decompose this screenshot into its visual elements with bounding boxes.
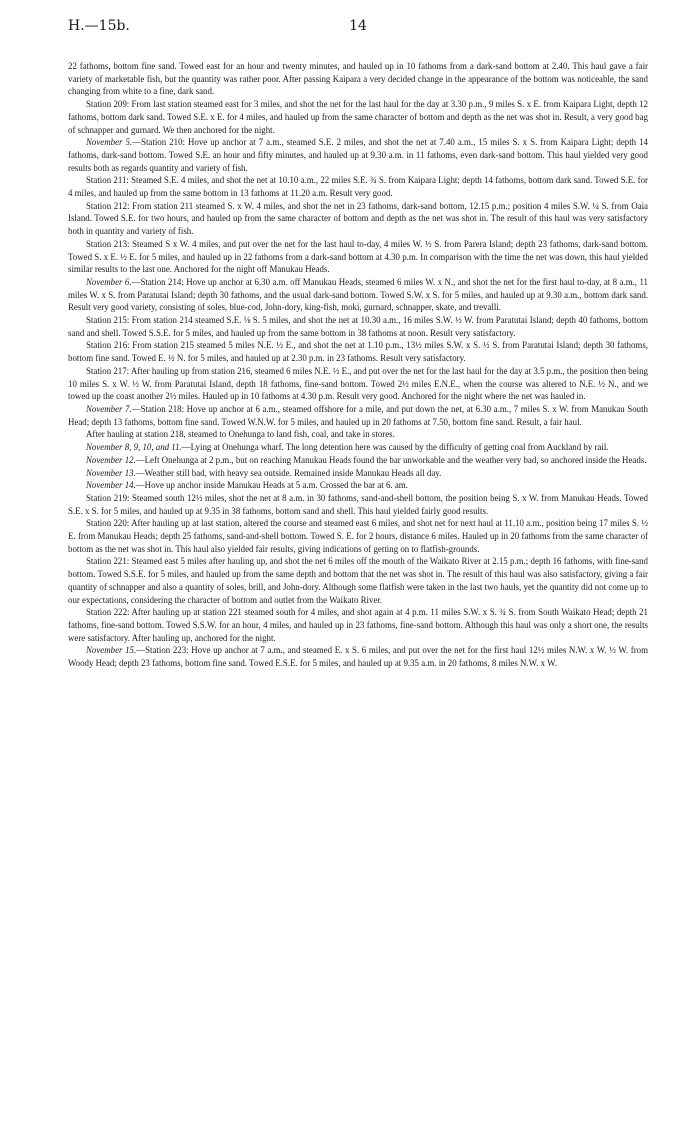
paragraph: Station 216: From station 215 steamed 5 miles N.E. ½ E., and shot the net at 1.10 p.m., 13½ miles S.W. x S. ½ S. from Paratutai Island; depth 30 fathoms, bottom fine sand. Towed E. ½ N. for 5 miles, and hauled up at 2.30 p.m. in 23 fathoms. Result very satisfactory. — [68, 340, 648, 364]
report-code: H.—15b. — [68, 18, 130, 34]
paragraph: Station 222: After hauling up at station 221 steamed south for 4 miles, and shot again at 4 p.m. 11 miles S.W. x S. ¾ S. from South Waikato Head; depth 21 fathoms, fine-sand bottom. Towed S.S.W. for an hour, 4 miles, and hauled up in 23 fathoms, fine-sand bottom. Although this haul was only a short one, the results were satisfactory. After hauling up, anchored for the night. — [68, 607, 648, 643]
paragraph: Station 215: From station 214 steamed S.E. ⅛ S. 5 miles, and shot the net at 10.30 a.m., 16 miles S.W. ½ W. from Paratutai Island; depth 40 fathoms, bottom sand and shell. Towed S.S.E. for 5 miles, and hauled up from the same bottom in 38 fathoms at noon. Result very satisfactory. — [68, 315, 648, 338]
body-text — [68, 60, 648, 670]
paragraph: November 15.—Station 223: Hove up anchor at 7 a.m., and steamed E. x S. 6 miles, and put over the net for the first haul 12½ miles N.W. x W. ½ W. from Woody Head; depth 23 fathoms, bottom fine sand. Towed E.S.E. for 5 miles, and hauled up at 9.35 a.m. in 20 fathoms, 8 miles N.W. x W. — [68, 645, 648, 669]
paragraph: Station 219: Steamed south 12½ miles, shot the net at 8 a.m. in 30 fathoms, sand-and-shell bottom, the position being S. x W. from Manukau Heads. Towed S.E. x S. for 5 miles, and hauled up at 9.35 in 38 fathoms, bottom sand and shell. This haul yielded fairly good results. — [68, 492, 648, 516]
date-label: November 6. — [86, 276, 132, 287]
date-label: November 5. — [86, 137, 133, 148]
date-label: November 14. — [86, 480, 136, 491]
paragraph: Station 221: Steamed east 5 miles after hauling up, and shot the net 6 miles off the mouth of the Waikato River at 2.15 p.m.; depth 16 fathoms, with fine-sand bottom. Towed S.S.E. for 5 miles, and hauled up from the same depth and bottom that the net was shot in. The result of this haul was also satisfactory, giving a fair quantity of schnapper and also a quantity of soles, brill, and John-dory. Although some flatfish were taken in the last two hauls, yet the quantity did not come up to our expectations, considering the character of bottom and outlet from the Waikato River. — [68, 556, 648, 605]
paragraph: November 14.—Hove up anchor inside Manukau Heads at 5 a.m. Crossed the bar at 6. am. — [86, 480, 408, 491]
paragraph: November 13.—Weather still bad, with heavy sea outside. Remained inside Manukau Heads all day. — [86, 467, 442, 478]
paragraph: After hauling at station 218, steamed to Onehunga to land fish, coal, and take in stores. — [86, 429, 395, 440]
date-label: November 8, 9, 10, and 11. — [86, 442, 182, 453]
paragraph: Station 211: Steamed S.E. 4 miles, and shot the net at 10.10 a.m., 22 miles S.E. ¾ S. from Kaipara Light; depth 14 fathoms, bottom dark sand. Towed S.E. for 4 miles, and hauled up from the same bottom in 13 fathoms at 11.20 a.m. Result very good. — [68, 175, 648, 199]
date-label: November 13. — [86, 467, 136, 478]
paragraph: November 7.—Station 218: Hove up anchor at 6 a.m., steamed offshore for a mile, and put down the net, at 6.30 a.m., 7 miles S. x W. from Manukau South Head; depth 13 fathoms, bottom fine sand. Towed W.N.W. for 5 miles, and hauled up in 20 fathoms at 7.50, bottom fine sand. Result, a fair haul. — [68, 403, 648, 427]
paragraph: November 5.—Station 210: Hove up anchor at 7 a.m., steamed S.E. 2 miles, and shot the net at 7.40 a.m., 15 miles S. x S. from Kaipara Light; depth 14 fathoms, dark-sand bottom. Towed S.E. an hour and fifty minutes, and hauled up at 9.30 a.m. in 11 fathoms, even dark-sand bottom. This haul yielded very good results both as regards quantity and variety of fish. — [68, 137, 648, 173]
paragraph: November 6.—Station 214: Hove up anchor at 6.30 a.m. off Manukau Heads, steamed 6 miles W. x N., and shot the net for the first haul to-day, at 8 a.m., 11 miles W. x S. from Paratutai Island; depth 30 fathoms, and the usual dark-sand bottom. Towed S.W. x S. for 5 miles, and hauled up at 9.30 a.m., bottom dark sand. Result very good variety, consisting of soles, blue-cod, John-dory, king-fish, moki, gurnard, schnapper, skate, and trevalli. — [68, 276, 648, 313]
date-label: November 15. — [86, 645, 137, 656]
paragraph: Station 220: After hauling up at last station, altered the course and steamed east 6 miles, and shot net for next haul at 11.10 a.m., position being 17 miles S. ½ E. from Manukau Heads; depth 25 fathoms, sand-and-shell bottom. Towed S. E. for 2 hours, distance 6 miles. Hauled up in 20 fathoms from the same character of bottom as the net was shot in. This haul also yielded fair results, giving indications of getting on to flatfish-grounds. — [68, 518, 648, 554]
page-header — [68, 18, 648, 40]
date-label: November 12. — [86, 454, 136, 465]
date-label: November 7. — [86, 403, 132, 414]
paragraph: Station 217: After hauling up from station 216, steamed 6 miles N.E. ½ E., and put over the net for the last haul for the day at 3.5 p.m., the position then being 10 miles S. x W. ½ W. from Paratutai Island, depth 18 fathoms, fine-sand bottom. Towed 2½ miles E.N.E., when the course was altered to N.E. ½ N., and we towed up the coast another 2½ miles. Hauled up in 10 fathoms at 4.30 p.m. Result very good. Anchored for the night where the net was hauled in. — [68, 365, 648, 402]
paragraph: 22 fathoms, bottom fine sand. Towed east for an hour and twenty minutes, and hauled up in 10 fathoms from a dark-sand bottom at 2.40. This haul gave a fair variety of marketable fish, but the quantity was rather poor. After passing Kaipara a very decided change in the appearance of the bottom was noticeable, the sand changing from white to a fine, dark sand. — [68, 61, 648, 97]
paragraph: November 8, 9, 10, and 11.—Lying at Onehunga wharf. The long detention here was caused by the difficulty of getting coal from Auckland by rail. — [86, 442, 609, 453]
paragraph: Station 213: Steamed S x W. 4 miles, and put over the net for the last haul to-day, 4 miles W. ½ S. from Parera Island; depth 23 fathoms, dark-sand bottom. Towed S. x E. ½ E. for 5 miles, and hauled up in 22 fathoms from a dark-sand bottom at 4.30 p.m. In comparison with the time the net was down, this haul yielded similar results to the last one. Anchored for the night off Manukau Heads. — [68, 238, 648, 275]
paragraph: Station 212: From station 211 steamed S. x W. 4 miles, and shot the net in 23 fathoms, dark-sand bottom, 12.15 p.m.; position 4 miles S.W. ¼ S. from Oaia Island. Towed S.E. for two hours, and hauled up from the same character of bottom and depth as the net was shot in. The result of this haul was very satisfactory both in quantity and variety of fish. — [68, 200, 648, 237]
paragraph: Station 209: From last station steamed east for 3 miles, and shot the net for the last haul for the day at 3.30 p.m., 9 miles S. x E. from Kaipara Light, depth 12 fathoms, bottom dark sand. Towed S.E. x E. for 4 miles, and hauled up from the same character of bottom and depth as the net was shot in. Result, a very good bag of schnapper and gurnard. We then anchored for the night. — [68, 99, 648, 135]
page-number: 14 — [349, 18, 367, 34]
paragraph: November 12.—Left Onehunga at 2 p.m., but on reaching Manukau Heads found the bar unworkable and the weather very bad, so anchored inside the Heads. — [86, 454, 647, 465]
